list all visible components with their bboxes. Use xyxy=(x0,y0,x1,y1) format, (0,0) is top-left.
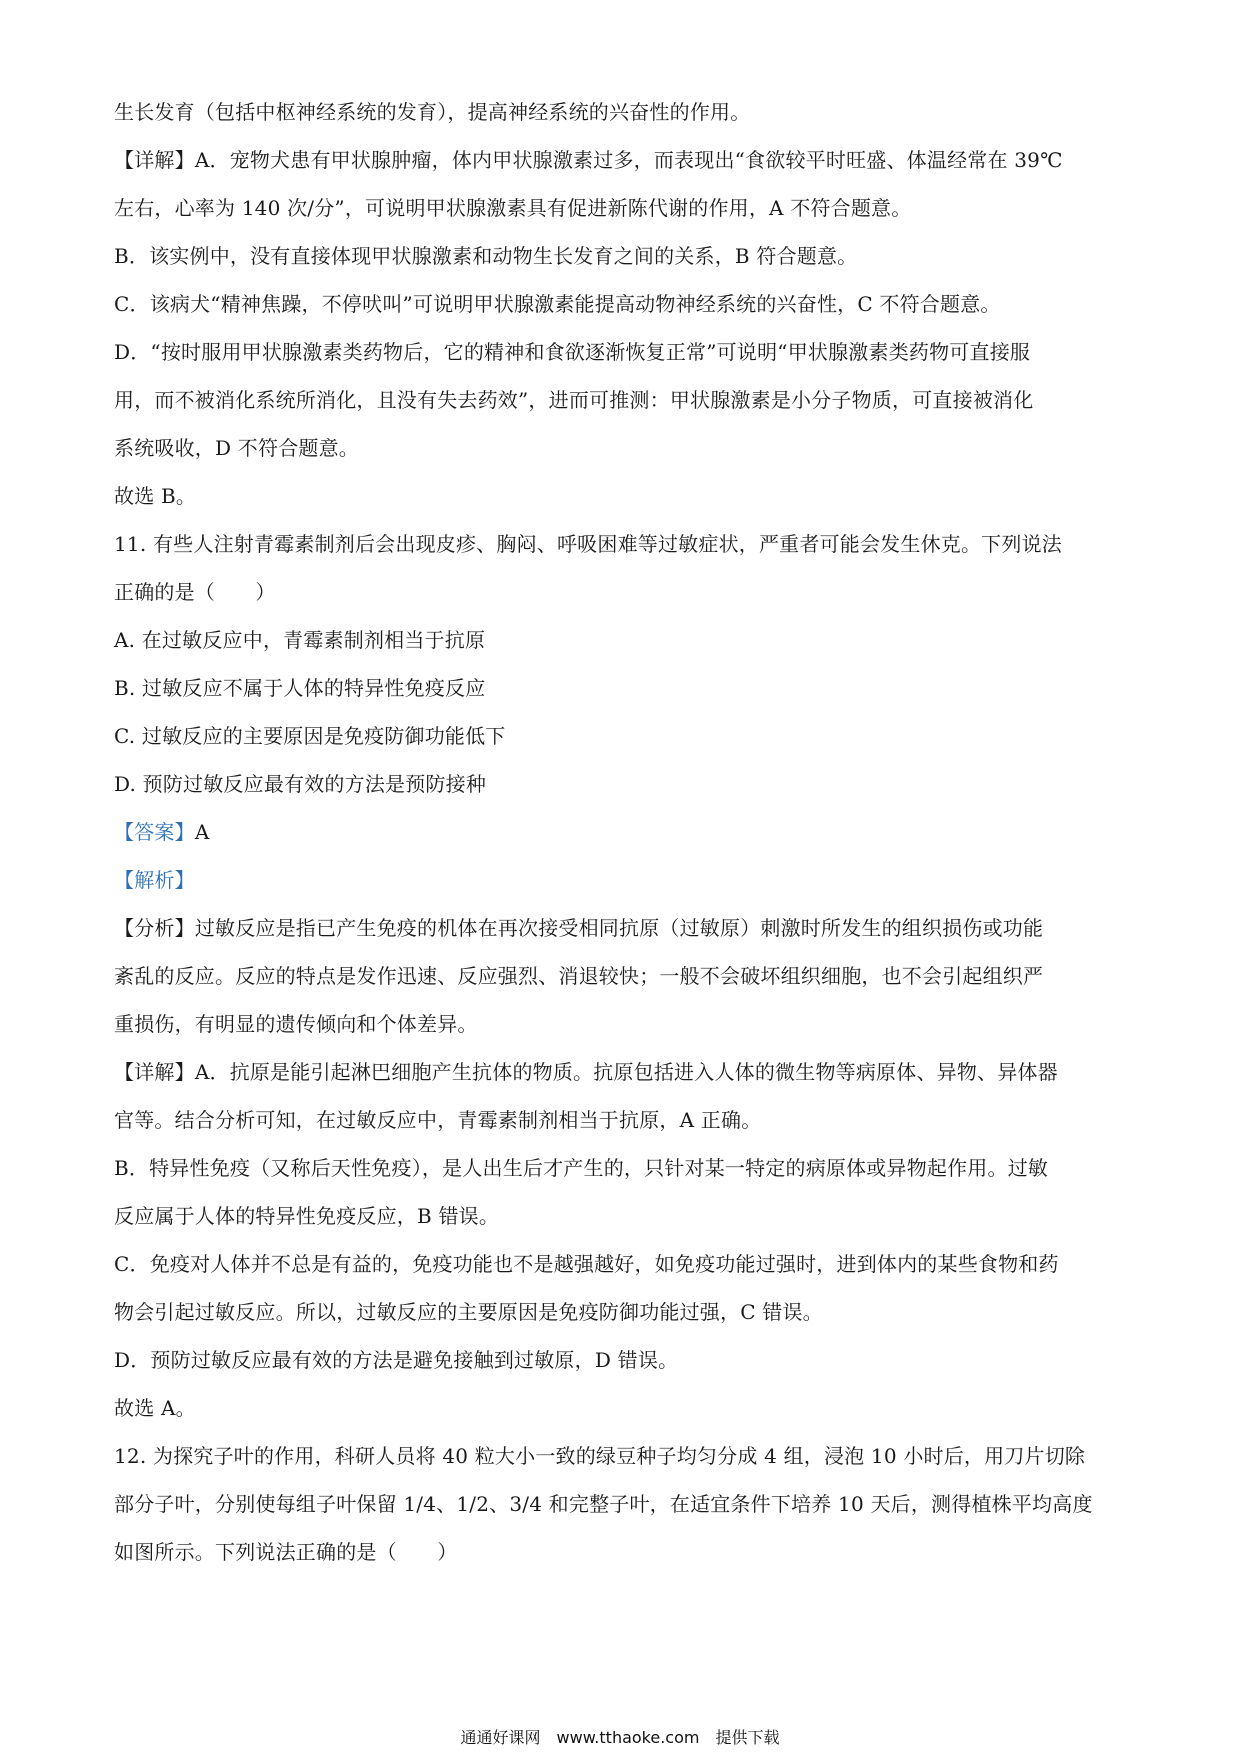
text-line xyxy=(114,1346,1134,1374)
line-text: 故选 B。 xyxy=(114,484,197,508)
line-text: 反应属于人体的特异性免疫反应，B 错误。 xyxy=(114,1204,500,1228)
text-line xyxy=(114,1250,1134,1278)
line-text: 故选 A。 xyxy=(114,1396,196,1420)
line-text: 紊乱的反应。反应的特点是发作迅速、反应强烈、消退较快；一般不会破坏组织细胞，也不会引起组织严 xyxy=(114,964,1044,988)
line-text: D．预防过敏反应最有效的方法是避免接触到过敏原，D 错误。 xyxy=(114,1348,679,1372)
text-line xyxy=(114,98,1134,126)
line-text: 官等。结合分析可知，在过敏反应中，青霉素制剂相当于抗原，A 正确。 xyxy=(114,1108,762,1132)
text-line xyxy=(114,1202,1134,1230)
line-text: 部分子叶，分别使每组子叶保留 1/4、1/2、3/4 和完整子叶，在适宜条件下培养 10 天后，测得植株平均高度 xyxy=(114,1492,1093,1516)
text-line xyxy=(114,338,1134,366)
text-line xyxy=(114,482,1134,510)
line-text: D．“按时服用甲状腺激素类药物后，它的精神和食欲逐渐恢复正常”可说明“甲状腺激素类药物可直接服 xyxy=(114,340,1031,364)
line-text: 系统吸收，D 不符合题意。 xyxy=(114,436,359,460)
line-text: B. 过敏反应不属于人体的特异性免疫反应 xyxy=(114,676,486,700)
text-line xyxy=(114,818,1134,846)
section-tag: 【详解】 xyxy=(114,1060,195,1084)
line-text: B．该实例中，没有直接体现甲状腺激素和动物生长发育之间的关系，B 符合题意。 xyxy=(114,244,858,268)
text-line xyxy=(114,722,1134,750)
text-line xyxy=(114,866,1134,894)
line-text: D. 预防过敏反应最有效的方法是预防接种 xyxy=(114,772,487,796)
text-line xyxy=(114,146,1134,174)
line-text: A．抗原是能引起淋巴细胞产生抗体的物质。抗原包括进入人体的微生物等病原体、异物、异体器 xyxy=(194,1060,1058,1084)
line-text: C．该病犬“精神焦躁，不停吠叫”可说明甲状腺激素能提高动物神经系统的兴奋性，C 不符合题意。 xyxy=(114,292,1001,316)
line-text: 过敏反应是指已产生免疫的机体在再次接受相同抗原（过敏原）刺激时所发生的组织损伤或功能 xyxy=(194,916,1044,940)
line-text: A. 在过敏反应中，青霉素制剂相当于抗原 xyxy=(114,628,486,652)
text-line xyxy=(114,770,1134,798)
text-line xyxy=(114,578,1134,606)
text-line xyxy=(114,914,1134,942)
line-text: 如图所示。下列说法正确的是（ ） xyxy=(114,1540,458,1564)
text-line xyxy=(114,674,1134,702)
text-line xyxy=(114,1154,1134,1182)
text-line xyxy=(114,1010,1134,1038)
text-line xyxy=(114,1442,1134,1470)
line-text: 重损伤，有明显的遗传倾向和个体差异。 xyxy=(114,1012,478,1036)
answer-tag: 【答案】 xyxy=(114,820,195,844)
section-tag: 【分析】 xyxy=(114,916,195,940)
text-line xyxy=(114,386,1134,414)
line-text: 左右，心率为 140 次/分”，可说明甲状腺激素具有促进新陈代谢的作用，A 不符合题意。 xyxy=(114,196,912,220)
text-line xyxy=(114,1058,1134,1086)
line-text: 生长发育（包括中枢神经系统的发育），提高神经系统的兴奋性的作用。 xyxy=(114,100,751,124)
text-line xyxy=(114,194,1134,222)
line-text: 物会引起过敏反应。所以，过敏反应的主要原因是免疫防御功能过强，C 错误。 xyxy=(114,1300,823,1324)
text-line xyxy=(114,242,1134,270)
text-line xyxy=(114,434,1134,462)
section-tag: 【详解】 xyxy=(114,148,195,172)
text-line xyxy=(114,530,1134,558)
text-line xyxy=(114,962,1134,990)
line-text: A xyxy=(194,820,210,844)
line-text: C．免疫对人体并不总是有益的，免疫功能也不是越强越好，如免疫功能过强时，进到体内的某些食物和药 xyxy=(114,1252,1059,1276)
line-text: A．宠物犬患有甲状腺肿瘤，体内甲状腺激素过多，而表现出“食欲较平时旺盛、体温经常在 39℃ xyxy=(194,148,1063,172)
text-line xyxy=(114,626,1134,654)
text-line xyxy=(114,1490,1134,1518)
answer-tag: 【解析】 xyxy=(114,868,195,892)
page-footer: 通通好课网 www.tthaoke.com 提供下载 xyxy=(460,1728,780,1747)
line-text: 用，而不被消化系统所消化，且没有失去药效”，进而可推测：甲状腺激素是小分子物质，可直接被消化 xyxy=(114,388,1034,412)
line-text: B．特异性免疫（又称后天性免疫），是人出生后才产生的，只针对某一特定的病原体或异物起作用。过敏 xyxy=(114,1156,1049,1180)
text-line xyxy=(114,290,1134,318)
line-text: 正确的是（ ） xyxy=(114,580,276,604)
line-text: 12. 为探究子叶的作用，科研人员将 40 粒大小一致的绿豆种子均匀分成 4 组，浸泡 10 小时后，用刀片切除 xyxy=(114,1444,1086,1468)
line-text: 11. 有些人注射青霉素制剂后会出现皮疹、胸闷、呼吸困难等过敏症状，严重者可能会发生休克。下列说法 xyxy=(114,532,1062,556)
line-text: C. 过敏反应的主要原因是免疫防御功能低下 xyxy=(114,724,506,748)
text-line xyxy=(114,1106,1134,1134)
text-line xyxy=(114,1538,1134,1566)
text-line xyxy=(114,1298,1134,1326)
text-line xyxy=(114,1394,1134,1422)
